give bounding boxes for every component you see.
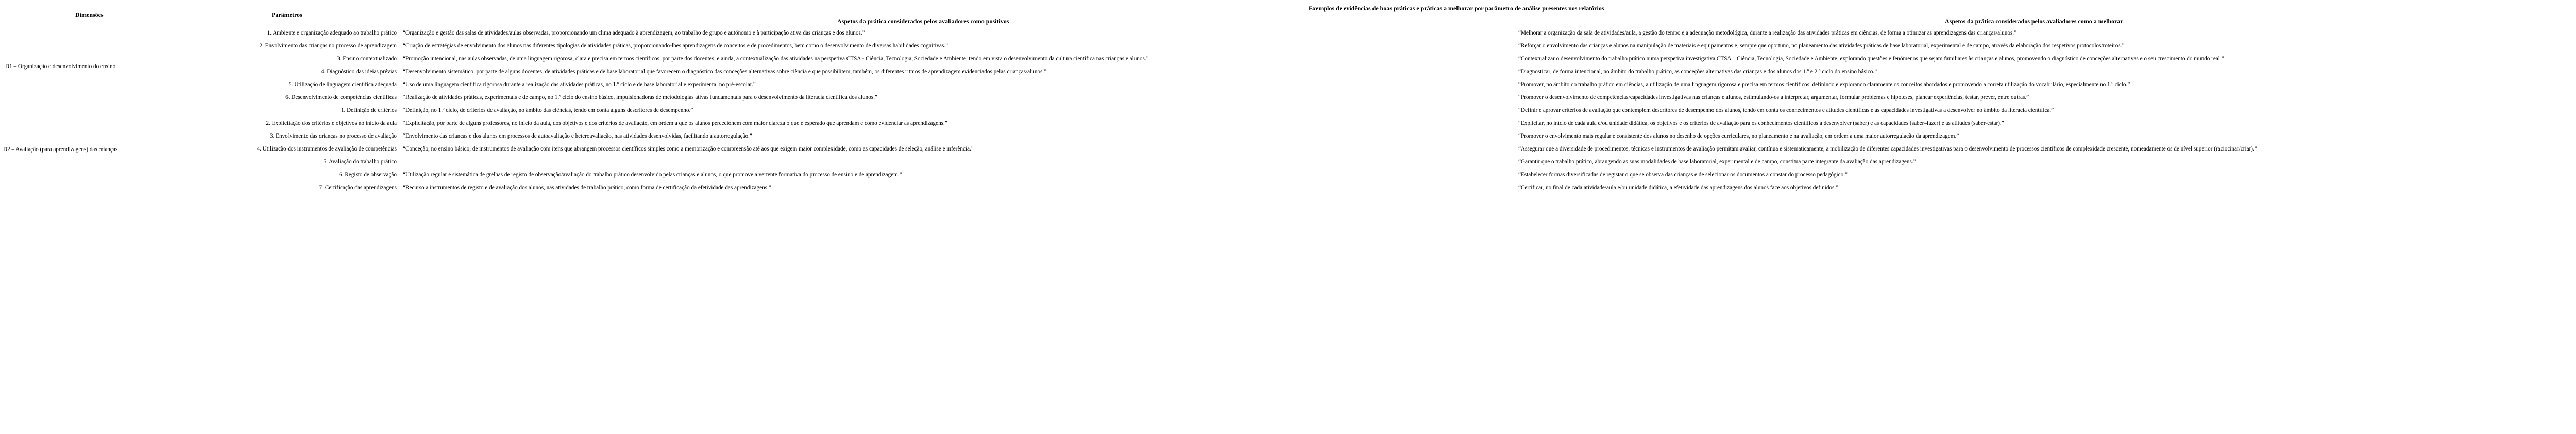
positive-cell: “Desenvolvimento sistemático, por parte de alguns docentes, de atividades práticas e de base laboratorial que favorecem o diagnóstico das conceções alternativas sobre ciência e que possibilitem, também, os diferentes ritmos de aprendizagem evidenciados pelas crianças/alunos.”: [403, 69, 1047, 75]
param-cell: 6. Desenvolvimento de competências científicas: [285, 94, 397, 101]
dimension-d2: D2 – Avaliação (para aprendizagens) das crianças: [3, 146, 118, 153]
header-group-title: Exemplos de evidências de boas práticas e práticas a melhorar por parâmetro de análise presentes nos relatórios: [1309, 5, 1604, 12]
param-cell: 5. Avaliação do trabalho prático: [323, 159, 397, 165]
header-melhorar: Aspetos da prática considerados pelos avaliadores como a melhorar: [1945, 18, 2123, 25]
improve-cell: “Garantir que o trabalho prático, abrangendo as suas modalidades de base laboratorial, experimental e de campo, constitua parte integrante da avaliação das aprendizagens.”: [1518, 159, 1916, 165]
improve-cell: “Definir e aprovar critérios de avaliação que contemplem descritores de desempenho dos alunos, tendo em conta os conhecimentos e atitudes científicas e as capacidades investigativas a desenvolver no âmbito da literacia científica.”: [1518, 107, 2054, 113]
positive-cell: “Uso de uma linguagem científica rigorosa durante a realização das atividades práticas, no 1.º ciclo e de base laboratorial e experimental no pré-escolar.”: [403, 81, 756, 88]
positive-cell: “Conceção, no ensino básico, de instrumentos de avaliação com itens que abrangem processos científicos simples como a memorização e compreensão até aos que exigem maior complexidade, como as capacidades de seleção, análise e inferência.”: [403, 146, 974, 152]
param-cell: 1. Definição de critérios: [341, 107, 397, 113]
positive-cell: “Organização e gestão das salas de atividades/aulas observadas, proporcionando um clima adequado à aprendizagem, ao trabalho de grupo e autónomo e à participação ativa das crianças e dos alunos.”: [403, 30, 865, 36]
improve-cell: “Reforçar o envolvimento das crianças e alunos na manipulação de materiais e equipamentos e, sempre que oportuno, no planeamento das atividades práticas de base laboratorial, experimental e de campo, através da elaboração dos respetivos protocolos/roteiros.”: [1518, 43, 2125, 49]
param-cell: 2. Envolvimento das crianças no processo de aprendizagem: [259, 43, 397, 49]
dimension-d1: D1 – Organização e desenvolvimento do ensino: [5, 63, 116, 70]
positive-cell: “Explicitação, por parte de alguns professores, no início da aula, dos objetivos e dos critérios de avaliação, em ordem a que os alunos percecionem com maior clareza o que é esperado que aprendam e como evidenciar as aprendizagens.”: [403, 120, 947, 126]
positive-cell: “Definição, no 1.º ciclo, de critérios de avaliação, no âmbito das ciências, tendo em conta alguns descritores de desempenho.”: [403, 107, 693, 113]
param-cell: 6. Registo de observação: [339, 172, 397, 178]
positive-cell: –: [403, 159, 406, 165]
header-parametros: Parâmetros: [272, 11, 302, 19]
positive-cell: “Recurso a instrumentos de registo e de avaliação dos alunos, nas atividades de trabalho prático, como forma de certificação da efetividade das aprendizagens.”: [403, 185, 771, 191]
positive-cell: “Utilização regular e sistemática de grelhas de registo de observação/avaliação do trabalho prático desenvolvido pelas crianças e alunos, o que promove a vertente formativa do processo de ensino e de aprendizagem.”: [403, 172, 902, 178]
improve-cell: “Diagnosticar, de forma intencional, no âmbito do trabalho prático, as conceções alternativas das crianças e dos alunos dos 1.º e 2.º ciclo do ensino básico.”: [1518, 69, 1877, 75]
param-cell: 3. Ensino contextualizado: [337, 56, 397, 62]
param-cell: 7. Certificação das aprendizagens: [319, 185, 397, 191]
param-cell: 4. Diagnóstico das ideias prévias: [321, 69, 397, 75]
improve-cell: “Assegurar que a diversidade de procedimentos, técnicas e instrumentos de avaliação permitam avaliar, contínua e sistematicamente, a mobilização de diferentes capacidades investigativas para o desenvolvimento de processos científicos de complexidade crescente, nomeadamente os de nível superior (raciocinar/criar).”: [1518, 146, 2257, 152]
improve-cell: “Melhorar a organização da sala de atividades/aula, a gestão do tempo e a adequação metodológica, durante a realização das atividades práticas em ciências, de forma a otimizar as aprendizagens das crianças/alunos.”: [1518, 30, 2017, 36]
positive-cell: “Envolvimento das crianças e dos alunos em processos de autoavaliação e heteroavaliação, nas atividades desenvolvidas, facilitando a autorregulação.”: [403, 133, 752, 139]
positive-cell: “Criação de estratégias de envolvimento dos alunos nas diferentes tipologias de atividades práticas, proporcionando-lhes aprendizagens de conceitos e de procedimentos, bem como o desenvolvimento de diversas habilidades cognitivas.”: [403, 43, 948, 49]
param-cell: 3. Envolvimento das crianças no processo de avaliação: [269, 133, 397, 139]
param-cell: 1. Ambiente e organização adequado ao trabalho prático: [267, 30, 397, 36]
positive-cell: “Realização de atividades práticas, experimentais e de campo, no 1.º ciclo do ensino básico, impulsionadoras de metodologias ativas fundamentais para o desenvolvimento da literacia científica dos alunos.”: [403, 94, 877, 101]
improve-cell: “Promover o envolvimento mais regular e consistente dos alunos no desenho de opções curriculares, no planeamento e na avaliação, em ordem a uma maior autorregulação da aprendizagem.”: [1518, 133, 1959, 139]
param-cell: 2. Explicitação dos critérios e objetivos no início da aula: [266, 120, 397, 126]
header-positivos: Aspetos da prática considerados pelos avaliadores como positivos: [837, 18, 1009, 25]
positive-cell: “Promoção intencional, nas aulas observadas, de uma linguagem rigorosa, clara e precisa em termos científicos, por parte dos docentes, e ainda, a contextualização das atividades na perspetiva CTSA - Ciência, Tecnologia, Sociedade e Ambiente, tendo em vista o desenvolvimento da cultura científica nas crianças e alunos.”: [403, 56, 1149, 62]
improve-cell: “Promover o desenvolvimento de competências/capacidades investigativas nas crianças e alunos, estimulando-os a interpretar, argumentar, formular problemas e hipóteses, planear experiências, testar, prever, entre outras.”: [1518, 94, 2029, 101]
improve-cell: “Explicitar, no início de cada aula e/ou unidade didática, os objetivos e os critérios de avaliação para os conhecimentos científicos a desenvolver (saber) e as capacidades (saber–fazer) e as atitudes (saber-estar).”: [1518, 120, 2004, 126]
improve-cell: “Promover, no âmbito do trabalho prático em ciências, a utilização de uma linguagem rigorosa e precisa em termos científicos, definindo e explorando claramente os conceitos abordados e promovendo a correta utilização do vocabulário, especialmente no 1.º ciclo.”: [1518, 81, 2130, 88]
improve-cell: “Certificar, no final de cada atividade/aula e/ou unidade didática, a efetividade das aprendizagens dos alunos face aos objetivos definidos.”: [1518, 185, 1839, 191]
param-cell: 5. Utilização de linguagem científica adequada: [289, 81, 397, 88]
improve-cell: “Estabelecer formas diversificadas de registar o que se observa das crianças e de selecionar os documentos a constar do processo pedagógico.”: [1518, 172, 1848, 178]
improve-cell: “Contextualizar o desenvolvimento do trabalho prático numa perspetiva investigativa CTSA – Ciência, Tecnologia, Sociedade e Ambiente, explorando questões e fenómenos que sejam familiares às crianças e alunos, promovendo o diagnóstico de conceções alternativas e o seu crescimento do mundo real.”: [1518, 56, 2224, 62]
header-dimensoes: Dimensões: [75, 11, 104, 19]
param-cell: 4. Utilização dos instrumentos de avaliação de competências: [257, 146, 397, 152]
